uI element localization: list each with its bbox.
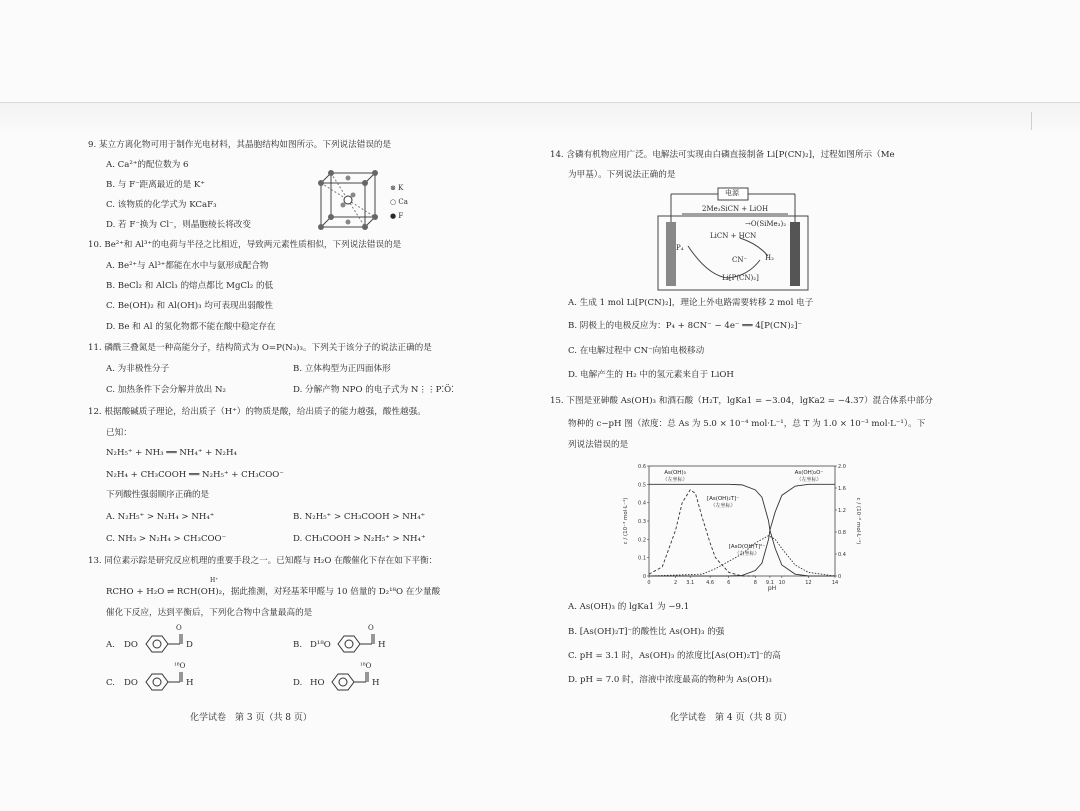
q9-option-b: B. 与 F⁻距离最近的是 K⁺ — [106, 180, 205, 190]
chart-annotation-note: （右坐标） — [734, 551, 760, 557]
scan-band — [0, 102, 1080, 133]
series-line-2 — [649, 484, 835, 576]
q13-option-c-o18: ¹⁸O — [174, 662, 186, 670]
power-source-label: 电源 — [725, 189, 739, 197]
q15-stem-line3: 列说法错误的是 — [568, 440, 629, 450]
q13-option-d-left: HO — [310, 678, 325, 688]
diagram-h2: H₂ — [765, 254, 774, 262]
diagram-licn: LiCN + HCN — [710, 232, 757, 240]
q12-option-a: A. N₂H₅⁺ > N₂H₄ > NH₄⁺ — [106, 512, 215, 522]
q13-option-c-right: H — [186, 678, 194, 688]
chart-annotation-note: （左坐标） — [796, 477, 822, 483]
x-tick-label: 3.1 — [686, 580, 695, 586]
q12-ask: 下列酸性强弱顺序正确的是 — [106, 490, 210, 500]
q13-option-b-o: O — [368, 624, 374, 632]
y-left-tick-label: 0.4 — [638, 500, 646, 507]
diagram-cn: CN⁻ — [732, 256, 748, 264]
x-tick-label: 12 — [805, 580, 812, 586]
q13-stem: 13. 同位素示踪是研究反应机理的重要手段之一。已知醛与 H₂O 在酸催化下存在如下平衡： — [88, 556, 438, 566]
q15-option-a: A. As(OH)₃ 的 lgKa1 为 −9.1 — [568, 602, 690, 612]
q9-option-c: C. 该物质的化学式为 KCaF₃ — [106, 200, 217, 210]
q15-stem-line1: 15. 下图是亚砷酸 As(OH)₃ 和酒石酸（H₂T，lgKa1 = −3.04，lgKa2 = −4.37）混合体系中部分 — [550, 396, 933, 406]
q14-option-d: D. 电解产生的 H₂ 中的氢元素来自于 LiOH — [568, 370, 734, 380]
legend-f: ● F — [390, 212, 404, 220]
q13-option-d-right: H — [372, 678, 380, 688]
chart-annotation: [AsO(OH)T]²⁻ — [728, 544, 766, 550]
chart-annotation-note: （左坐标） — [662, 477, 688, 483]
q12-option-c: C. NH₃ > N₂H₄ > CH₃COO⁻ — [106, 534, 227, 544]
q13-option-a-label: A. — [106, 640, 115, 650]
x-tick-label: 6 — [727, 580, 731, 586]
x-tick-label: 14 — [831, 580, 839, 586]
q15-option-b: B. [As(OH)₂T]⁻的酸性比 As(OH)₃ 的强 — [568, 627, 725, 637]
y-right-tick-label: 0 — [838, 574, 842, 580]
q15-stem-line2: 物种的 c−pH 图（浓度：总 As 为 5.0 × 10⁻⁴ mol·L⁻¹，总 T 为 1.0 × 10⁻³ mol·L⁻¹）。下 — [568, 419, 926, 429]
q13-option-a-benzene — [140, 628, 192, 654]
chart-annotation: As(OH)₂O⁻ — [794, 470, 824, 476]
q14-option-b: B. 阴极上的电极反应为：P₄ + 8CN⁻ − 4e⁻ ══ 4[P(CN)₂]⁻ — [568, 321, 803, 331]
c-ph-chart — [615, 458, 865, 598]
q13-option-c-left: DO — [124, 678, 138, 688]
q10-option-d: D. Be 和 Al 的氢化物都不能在酸中稳定存在 — [106, 322, 276, 332]
diagram-p4: P₄ — [676, 244, 684, 252]
q13-option-a-o: O — [176, 624, 182, 632]
diagram-byproduct: →O(SiMe₃)₂ — [745, 220, 787, 228]
y-left-tick-label: 0 — [642, 574, 646, 580]
legend-k: ⊗ K — [390, 184, 404, 192]
q13-option-d-o18: ¹⁸O — [360, 662, 372, 670]
y-left-tick-label: 0.1 — [638, 555, 646, 562]
q13-option-b-right: H — [378, 640, 386, 650]
q14-option-a: A. 生成 1 mol Li[P(CN)₂]，理论上外电路需要转移 2 mol 电子 — [568, 298, 814, 308]
q11-option-d: D. 分解产物 NPO 的电子式为 N⋮⋮P⁚Ö⁚ — [293, 385, 454, 395]
y-right-tick-label: 1.2 — [838, 508, 846, 514]
q13-option-d-label: D. — [293, 678, 303, 688]
q13-option-a-left: DO — [124, 640, 138, 650]
q11-option-c: C. 加热条件下会分解并放出 N₂ — [106, 385, 226, 395]
scan-edge-mark — [1031, 112, 1032, 130]
q9-stem: 9. 某立方离化物可用于制作光电材料，其晶胞结构如图所示。下列说法错误的是 — [88, 140, 392, 150]
y-left-tick-label: 0.3 — [638, 519, 646, 525]
q14-stem-line1: 14. 含磷有机物应用广泛。电解法可实现由白磷直接制备 Li[P(CN)₂]，过程如图所示（Me — [550, 150, 895, 160]
y-right-tick-label: 0.4 — [838, 552, 846, 558]
series-line-3 — [649, 490, 755, 576]
y-left-tick-label: 0.6 — [638, 464, 646, 470]
q15-option-d: D. pH = 7.0 时，溶液中浓度最高的物种为 As(OH)₃ — [568, 675, 772, 685]
q10-option-a: A. Be²⁺与 Al³⁺都能在水中与氨形成配合物 — [106, 261, 269, 271]
q11-option-a: A. 为非极性分子 — [106, 364, 170, 374]
y-left-tick-label: 0.5 — [638, 482, 646, 489]
q13-option-c-label: C. — [106, 678, 116, 688]
q9-option-d: D. 若 F⁻换为 Cl⁻，则晶胞棱长将改变 — [106, 220, 251, 230]
q14-stem-line2: 为甲基）。下列说法正确的是 — [568, 170, 676, 180]
y-left-tick-label: 0.2 — [638, 537, 646, 544]
chart-annotation: [As(OH)₂T]⁻ — [706, 496, 740, 502]
diagram-reagent: 2Me₃SiCN + LiOH — [702, 205, 769, 213]
q10-option-b: B. BeCl₂ 和 AlCl₃ 的熔点都比 MgCl₂ 的低 — [106, 281, 274, 291]
crystal-cell-diagram — [313, 165, 383, 235]
diagram-product: Li[P(CN)₂] — [722, 274, 759, 282]
q13-equation: RCHO + H₂O ⇌ RCH(OH)₂，据此推测，对羟基苯甲醛与 10 倍量的 D₂¹⁸O 在少量酸 — [106, 587, 441, 597]
x-tick-label: 4.6 — [706, 580, 715, 586]
x-tick-label: 8 — [753, 580, 757, 586]
legend-ca: ○ Ca — [390, 198, 408, 206]
q13-option-b-benzene — [332, 628, 384, 654]
q12-eq1: N₂H₅⁺ + NH₃ ══ NH₄⁺ + N₂H₄ — [106, 448, 237, 458]
left-page-footer: 化学试卷 第 3 页（共 8 页） — [190, 713, 312, 723]
q12-option-b: B. N₂H₅⁺ > CH₃COOH > NH₄⁺ — [293, 512, 426, 522]
y-right-tick-label: 0.8 — [838, 530, 846, 536]
q12-eq2: N₂H₄ + CH₃COOH ══ N₂H₅⁺ + CH₃COO⁻ — [106, 470, 284, 480]
q12-stem: 12. 根据酸碱质子理论，给出质子（H⁺）的物质是酸，给出质子的能力越强，酸性越强。 — [88, 407, 426, 417]
q14-option-c: C. 在电解过程中 CN⁻向铂电极移动 — [568, 346, 705, 356]
x-tick-label: 0 — [647, 580, 651, 586]
q13-catalyst: H⁺ — [210, 577, 219, 584]
chart-annotation: As(OH)₃ — [664, 470, 686, 476]
q12-option-d: D. CH₃COOH > N₂H₅⁺ > NH₄⁺ — [293, 534, 426, 544]
q13-option-b-label: B. — [293, 640, 303, 650]
x-tick-label: 10 — [778, 580, 786, 586]
q10-option-c: C. Be(OH)₂ 和 Al(OH)₃ 均可表现出弱酸性 — [106, 301, 274, 311]
y-left-axis-label: c / (10⁻³ mol·L⁻¹) — [623, 497, 629, 545]
q13-option-a-right: D — [186, 640, 193, 650]
y-right-tick-label: 2.0 — [838, 464, 846, 470]
q15-option-c: C. pH = 3.1 时，As(OH)₃ 的浓度比[As(OH)₂T]⁻的高 — [568, 651, 781, 661]
q9-option-a: A. Ca²⁺的配位数为 6 — [106, 160, 189, 170]
series-line-1 — [649, 484, 835, 576]
q13-option-b-left: D¹⁸O — [310, 640, 331, 650]
q11-stem: 11. 磷酰三叠氮是一种高能分子，结构简式为 O=P(N₃)₃。下列关于该分子的说法正确的是 — [88, 343, 432, 353]
y-right-axis-label: c / (10⁻⁶ mol·L⁻¹) — [855, 497, 861, 545]
q10-stem: 10. Be²⁺和 Al³⁺的电荷与半径之比相近，导致两元素性质相似，下列说法错误的是 — [88, 240, 402, 250]
chart-annotation-note: （左坐标） — [710, 503, 736, 509]
q12-known: 已知： — [106, 428, 132, 438]
y-right-tick-label: 1.6 — [838, 486, 846, 492]
right-page-footer: 化学试卷 第 4 页（共 8 页） — [670, 713, 792, 723]
q13-ask: 催化下反应，达到平衡后，下列化合物中含量最高的是 — [106, 608, 313, 618]
x-tick-label: 2 — [673, 580, 678, 586]
q11-option-b: B. 立体构型为正四面体形 — [293, 364, 391, 374]
x-tick-label: 9.1 — [765, 580, 774, 586]
x-axis-label: pH — [767, 585, 777, 592]
